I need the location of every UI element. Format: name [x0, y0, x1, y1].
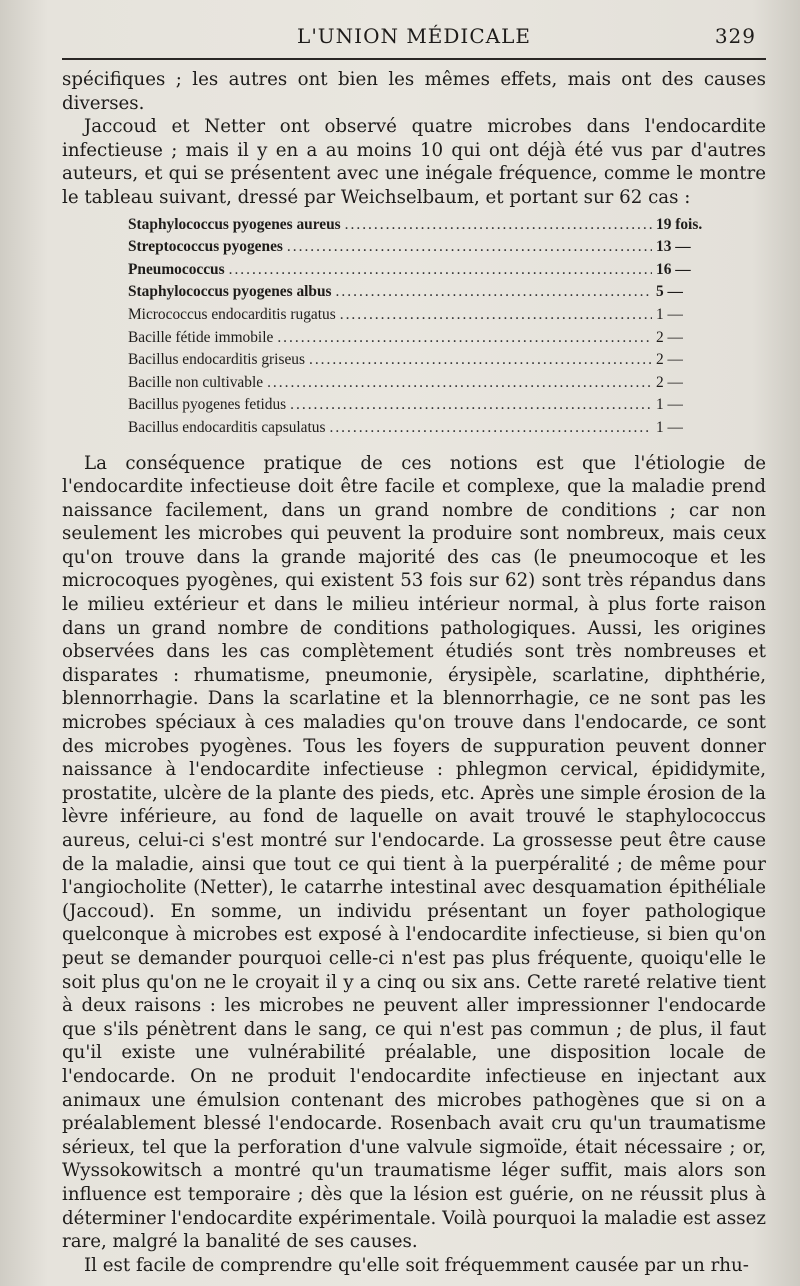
- microbe-name: Bacillus endocarditis griseus: [128, 351, 305, 369]
- microbe-name: Bacille non cultivable: [128, 373, 264, 391]
- table-row: [128, 261, 718, 284]
- leader-dots: [287, 238, 652, 256]
- leader-dots: [277, 329, 652, 347]
- leader-dots: [309, 351, 652, 369]
- leader-dots: [267, 374, 652, 392]
- microbe-table: [128, 216, 718, 442]
- table-row: [128, 238, 718, 261]
- paragraph-consequence: La conséquence pratique de ces notions est que l'étiologie de l'endocardite infectieuse doit être facile et complexe, que la maladie prend naissance facilement, dans un grand nombre de conditions ; car non seulement les microbes qui peuvent la produire sont nombreux, mais ceux qu'on trouve dans la grande majorité des cas (le pneumocoque et les microcoques pyogènes, qui existent 53 fois sur 62) sont très répandus dans le milieu extérieur et dans le milieu intérieur normal, à plus forte raison dans un grand nombre de conditions pathologiques. Aussi, les origines observées dans les cas complètement étudiés sont très nombreuses et disparates : rhumatisme, pneumonie, érysipèle, scarlatine, diphthérie, blennorrhagie. Dans la scarlatine et la blennorrhagie, ce ne sont pas les microbes spéciaux à ces maladies qu'on trouve dans l'endocarde, ce sont des microbes pyogènes. Tous les foyers de suppuration peuvent donner naissance à l'endocardite infectieuse : phlegmon cervical, épididymite, prostatite, ulcère de la plante des pieds, etc. Après une simple érosion de la lèvre inférieure, au fond de laquelle on avait trouvé le staphylococcus aureus, celui-ci s'est montré sur l'endocarde. La grossesse peut être cause de la maladie, ainsi que tout ce qui tient à la puerpéralité ; de même pour l'angiocholite (Netter), le catarrhe intestinal avec desquamation épithéliale (Jaccoud). En somme, un individu présentant un foyer pathologique quelconque à microbes est exposé à l'endocardite infectieuse, si bien qu'on peut se demander pourquoi celle-ci n'est pas plus fréquente, quoiqu'elle le soit plus qu'on ne le croyait il y a cinq ou six ans. Cette rareté relative tient à deux raisons : les microbes ne peuvent aller impressionner l'endocarde que s'ils pénètrent dans le sang, ce qui n'est pas commun ; de plus, il faut qu'il existe une vulnérabilité préalable, une disposition locale de l'endocarde. On ne produit l'endocardite infectieuse en injectant aux animaux une émulsion contenant des microbes pathogènes que si on a préalablement blessé l'endocarde. Rosenbach avait cru qu'un traumatisme sérieux, tel que la perforation d'une valvule sigmoïde, était nécessaire ; or, Wyssokowitsch a montré qu'un traumatisme léger suffit, mais alors son influence est temporaire ; dès que la lésion est guérie, on ne réussit plus à déterminer l'endocardite expérimentale. Voilà pourquoi la maladie est assez rare, malgré la banalité de ses causes.: [62, 452, 766, 1253]
- microbe-count: 2 —: [656, 351, 683, 369]
- microbe-count: 2 —: [656, 328, 683, 346]
- microbe-count: 1 —: [656, 418, 683, 436]
- microbe-count: 1 —: [656, 305, 683, 323]
- microbe-count: 1 —: [656, 396, 683, 414]
- microbe-count: 5 —: [656, 283, 683, 301]
- table-row: [128, 306, 718, 329]
- running-header: [62, 18, 766, 54]
- paragraph-jaccoud: Jaccoud et Netter ont observé quatre microbes dans l'endocardite infectieuse ; mais il y en a au moins 10 qui ont déjà été vus par d'autres auteurs, et qui se présentent avec une inégale fréquence, comme le montre le tableau suivant, dressé par Weichselbaum, et portant sur 62 cas :: [62, 116, 766, 208]
- microbe-name: Streptococcus pyogenes: [128, 238, 283, 256]
- microbe-count: 2 —: [656, 373, 683, 391]
- table-row: [128, 351, 718, 374]
- leader-dots: [229, 261, 652, 279]
- microbe-count: 16 —: [656, 260, 691, 278]
- paragraph-continuation: spécifiques ; les autres ont bien les mêmes effets, mais ont des causes diverses.: [62, 69, 766, 114]
- page-number: 329: [714, 24, 756, 48]
- microbe-name: Bacillus pyogenes fetidus: [128, 396, 287, 414]
- leader-dots: [340, 306, 652, 324]
- microbe-name: Micrococcus endocarditis rugatus: [128, 305, 336, 323]
- microbe-name: Bacillus endocarditis capsulatus: [128, 418, 326, 436]
- leader-dots: [336, 283, 652, 301]
- microbe-count: 13 —: [656, 238, 691, 256]
- table-row: [128, 329, 718, 352]
- microbe-name: Staphylococcus pyogenes albus: [128, 283, 332, 301]
- leader-dots: [290, 396, 652, 414]
- table-row: [128, 283, 718, 306]
- journal-title: L'UNION MÉDICALE: [297, 24, 531, 48]
- leader-dots: [345, 216, 652, 234]
- paragraph-final: Il est facile de comprendre qu'elle soit fréquemment causée par un rhu-: [84, 1254, 749, 1276]
- table-row: [128, 396, 718, 419]
- microbe-count: 19 fois.: [656, 215, 703, 233]
- microbe-name: Pneumococcus: [128, 260, 225, 278]
- leader-dots: [329, 419, 652, 437]
- microbe-name: Staphylococcus pyogenes aureus: [128, 215, 341, 233]
- microbe-name: Bacille fétide immobile: [128, 328, 274, 346]
- header-rule: [62, 58, 766, 60]
- table-row: [128, 374, 718, 397]
- table-row: [128, 216, 718, 239]
- table-row: [128, 419, 718, 442]
